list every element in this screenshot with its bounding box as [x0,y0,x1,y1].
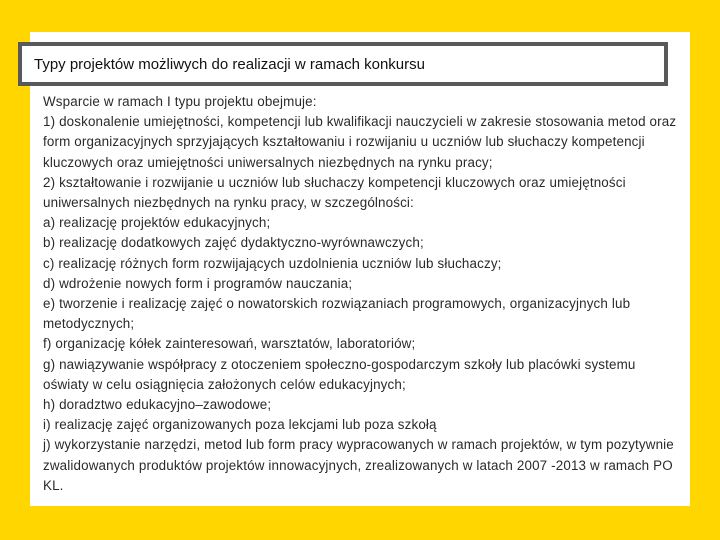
title-box [18,42,668,86]
list-item-b: b) realizację dodatkowych zajęć dydaktyczno-wyrównawczych; [43,235,424,251]
slide-title: Typy projektów możliwych do realizacji w ramach konkursu [34,55,425,73]
list-item-2: 2) kształtowanie i rozwijanie u uczniów lub słuchaczy kompetencji kluczowych oraz umiejętności uniwersalnych niezbędnych na rynku pracy, w szczególności: [43,174,626,211]
list-item-i: i) realizację zajęć organizowanych poza lekcjami lub poza szkołą [43,417,437,433]
list-item-f: f) organizację kółek zainteresowań, warsztatów, laboratoriów; [43,336,416,352]
list-item-a: a) realizację projektów edukacyjnych; [43,215,271,231]
list-item-d: d) wdrożenie nowych form i programów nauczania; [43,275,353,291]
intro-paragraph: Wsparcie w ramach I typu projektu obejmuje: [43,94,317,109]
list-item-c: c) realizację różnych form rozwijających uzdolnienia uczniów lub słuchaczy; [43,255,502,271]
list-item-e: e) tworzenie i realizację zajęć o nowatorskich rozwiązaniach programowych, organizacyjnych lub metodycznych; [43,296,631,332]
list-item-1: 1) doskonalenie umiejętności, kompetencji lub kwalifikacji nauczycieli w zakresie stosowania metod oraz form organizacyjnych sprzyjających kształtowaniu i rozwijaniu u uczniów lub słuchaczy kompetencji kluczowych oraz umiejętności uniwersalnych niezbędnych na rynku pracy; [43,114,677,170]
list-item-g: g) nawiązywanie współpracy z otoczeniem społeczno-gospodarczym szkoły lub placówki systemu oświaty w celu osiągnięcia założonych celów edukacyjnych; [43,356,636,392]
list-item-h: h) doradztwo edukacyjno–zawodowe; [43,397,272,413]
list-item-j: j) wykorzystanie narzędzi, metod lub form pracy wypracowanych w ramach projektów, w tym pozytywnie zwalidowanych produktów projektów innowacyjnych, zrealizowanych w latach 2007 -2013 w ramach PO KL. [43,437,674,493]
slide-body [43,92,683,496]
